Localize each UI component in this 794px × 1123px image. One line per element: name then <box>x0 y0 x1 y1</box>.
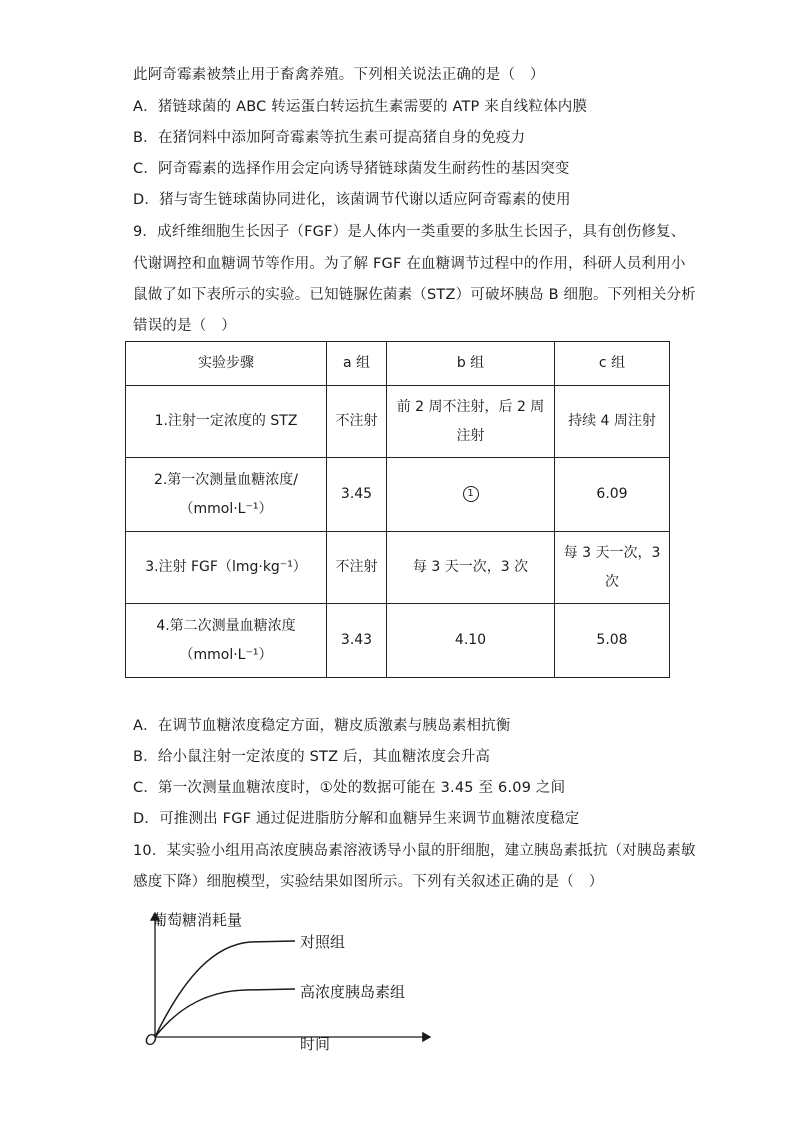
table-row <box>126 604 670 678</box>
q9-option-a: A．在调节血糖浓度稳定方面，糖皮质激素与胰岛素相抗衡 <box>133 718 511 734</box>
row2-step: 2.第一次测量血糖浓度/（mmol·L⁻¹） <box>126 458 327 532</box>
legend-high-insulin: 高浓度胰岛素组 <box>300 983 406 1001</box>
y-axis-label: 葡萄糖消耗量 <box>152 911 243 929</box>
q10-stem-line-1: 10．某实验小组用高浓度胰岛素溶液诱导小鼠的肝细胞，建立胰岛素抵抗（对胰岛素敏 <box>133 843 696 859</box>
row3-step: 3.注射 FGF（lmg·kg⁻¹） <box>126 532 327 604</box>
q9-stem-line-2: 代谢调控和血糖调节等作用。为了解 FGF 在血糖调节过程中的作用，科研人员利用小 <box>133 256 686 272</box>
header-b: b 组 <box>387 342 555 386</box>
row1-b: 前 2 周不注射，后 2 周注射 <box>387 386 555 458</box>
row3-a: 不注射 <box>327 532 387 604</box>
table-header-row <box>126 342 670 386</box>
circled-number-marker: 1 <box>463 486 479 502</box>
row2-a: 3.45 <box>327 458 387 532</box>
header-step: 实验步骤 <box>126 342 327 386</box>
row4-c: 5.08 <box>555 604 670 678</box>
q8-stem-end: 此阿奇霉素被禁止用于畜禽养殖。下列相关说法正确的是（ ） <box>133 67 545 83</box>
table-row <box>126 532 670 604</box>
row1-c: 持续 4 周注射 <box>555 386 670 458</box>
q8-option-c: C．阿奇霉素的选择作用会定向诱导猪链球菌发生耐药性的基因突变 <box>133 161 570 177</box>
row1-step: 1.注射一定浓度的 STZ <box>126 386 327 458</box>
series-high-insulin-curve <box>155 989 295 1037</box>
q9-option-b: B．给小鼠注射一定浓度的 STZ 后，其血糖浓度会升高 <box>133 749 491 765</box>
q9-option-d: D．可推测出 FGF 通过促进脂肪分解和血糖异生来调节血糖浓度稳定 <box>133 811 580 827</box>
q9-stem-line-1: 9．成纤维细胞生长因子（FGF）是人体内一类重要的多肽生长因子，具有创伤修复、 <box>133 224 686 240</box>
legend-control: 对照组 <box>300 933 346 951</box>
row4-b: 4.10 <box>387 604 555 678</box>
x-axis-label: 时间 <box>300 1035 331 1053</box>
q8-option-a: A．猪链球菌的 ABC 转运蛋白转运抗生素需要的 ATP 来自线粒体内膜 <box>133 99 588 115</box>
q10-stem-line-2: 感度下降）细胞模型，实验结果如图所示。下列有关叙述正确的是（ ） <box>133 874 604 890</box>
q9-stem-line-3: 鼠做了如下表所示的实验。已知链脲佐菌素（STZ）可破坏胰岛 B 细胞。下列相关分析 <box>133 287 696 303</box>
row3-b: 每 3 天一次，3 次 <box>387 532 555 604</box>
header-c: c 组 <box>555 342 670 386</box>
row2-c: 6.09 <box>555 458 670 532</box>
table-row <box>126 458 670 532</box>
table-row <box>126 386 670 458</box>
row1-a: 不注射 <box>327 386 387 458</box>
row4-step: 4.第二次测量血糖浓度（mmol·L⁻¹） <box>126 604 327 678</box>
row2-b <box>387 458 555 532</box>
q9-stem-line-4: 错误的是（ ） <box>133 318 236 334</box>
q9-option-c: C．第一次测量血糖浓度时，①处的数据可能在 3.45 至 6.09 之间 <box>133 780 566 796</box>
glucose-consumption-graph <box>140 905 440 1055</box>
q8-option-b: B．在猪饲料中添加阿奇霉素等抗生素可提高猪自身的免疫力 <box>133 130 526 146</box>
header-a: a 组 <box>327 342 387 386</box>
row4-a: 3.43 <box>327 604 387 678</box>
q8-option-d: D．猪与寄生链球菌协同进化，该菌调节代谢以适应阿奇霉素的使用 <box>133 192 571 208</box>
origin-label: O <box>145 1031 157 1049</box>
row3-c: 每 3 天一次，3 次 <box>555 532 670 604</box>
experiment-table <box>125 341 670 678</box>
